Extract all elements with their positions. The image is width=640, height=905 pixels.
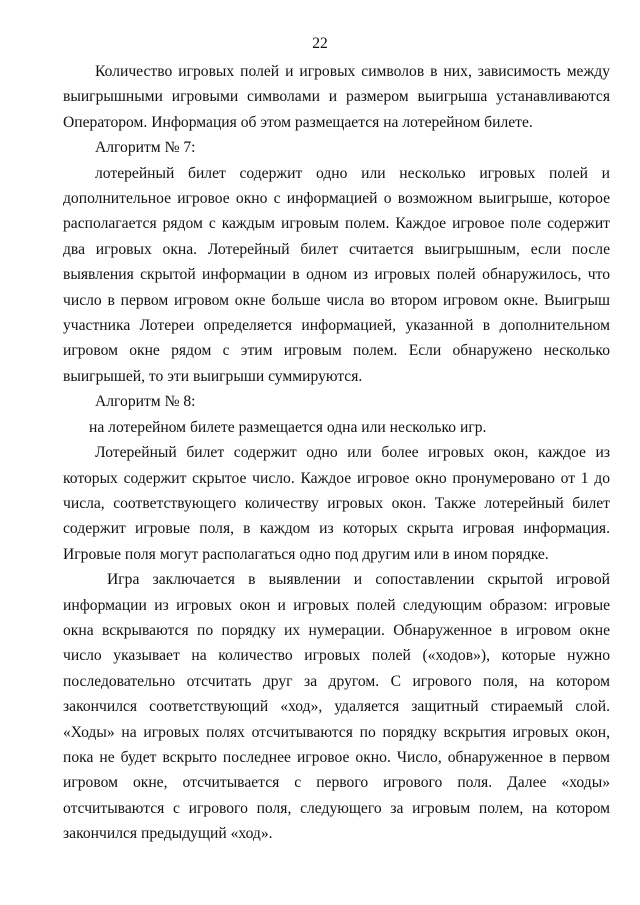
paragraph-game-rules: Игра заключается в выявлении и сопоставлении скрытой игровой информации из игровых окон и игровых полей следующим образом: игровые окна вскрываются по порядку их нумерации. Обнаруженное в игровом окне число указывает на количество игровых полей («ходов»), которые нужно последовательно отсчитать друг за другом. С игрового поля, на котором закончился соответствующий «ход», удаляется защитный стираемый слой. «Ходы» на игровых полях отсчитываются по порядку вскрытия игровых окон, пока не будет вскрыто последнее игровое окно. Число, обнаруженное в первом игровом окне, отсчитывается с первого игрового поля. Далее «ходы» отсчитываются с игрового поля, следующего за игровым полем, на котором закончился предыдущий «ход». (63, 571, 610, 843)
paragraph-algorithm-7: лотерейный билет содержит одно или несколько игровых полей и дополнительное игровое окно с информацией о возможном выигрыше, которое располагается рядом с каждым игровым полем. Каждое игровое поле содержит два игровых окна. Лотерейный билет считается выигрышным, если после выявления скрытой информации в одном из игровых полей обнаружилось, что число в первом игровом окне больше числа во втором игровом окне. Выигрыш участника Лотереи определяется информацией, указанной в дополнительном игровом окне рядом с этим игровым полем. Если обнаружено несколько выигрышей, то эти выигрыши суммируются. (63, 164, 610, 385)
heading-algorithm-7: Алгоритм № 7: (95, 139, 196, 157)
page-number: 22 (312, 35, 328, 52)
heading-algorithm-8: Алгоритм № 8: (95, 393, 196, 411)
document-body (63, 59, 610, 847)
paragraph-game-fields: Количество игровых полей и игровых символов в них, зависимость между выигрышными игровыми символами и размером выигрыша устанавливаются Оператором. Информация об этом размещается на лотерейном билете. (63, 63, 610, 131)
paragraph-ticket-description: Лотерейный билет содержит одно или более игровых окон, каждое из которых содержит скрытое число. Каждое игровое окно пронумеровано от 1 до числа, соответствующего количеству игровых окон. Также лотерейный билет содержит игровые поля, в каждом из которых скрыта игровая информация. Игровые поля могут располагаться одно под другим или в ином порядке. (63, 444, 610, 563)
paragraph-algorithm-8-intro: на лотерейном билете размещается одна или несколько игр. (89, 418, 487, 436)
